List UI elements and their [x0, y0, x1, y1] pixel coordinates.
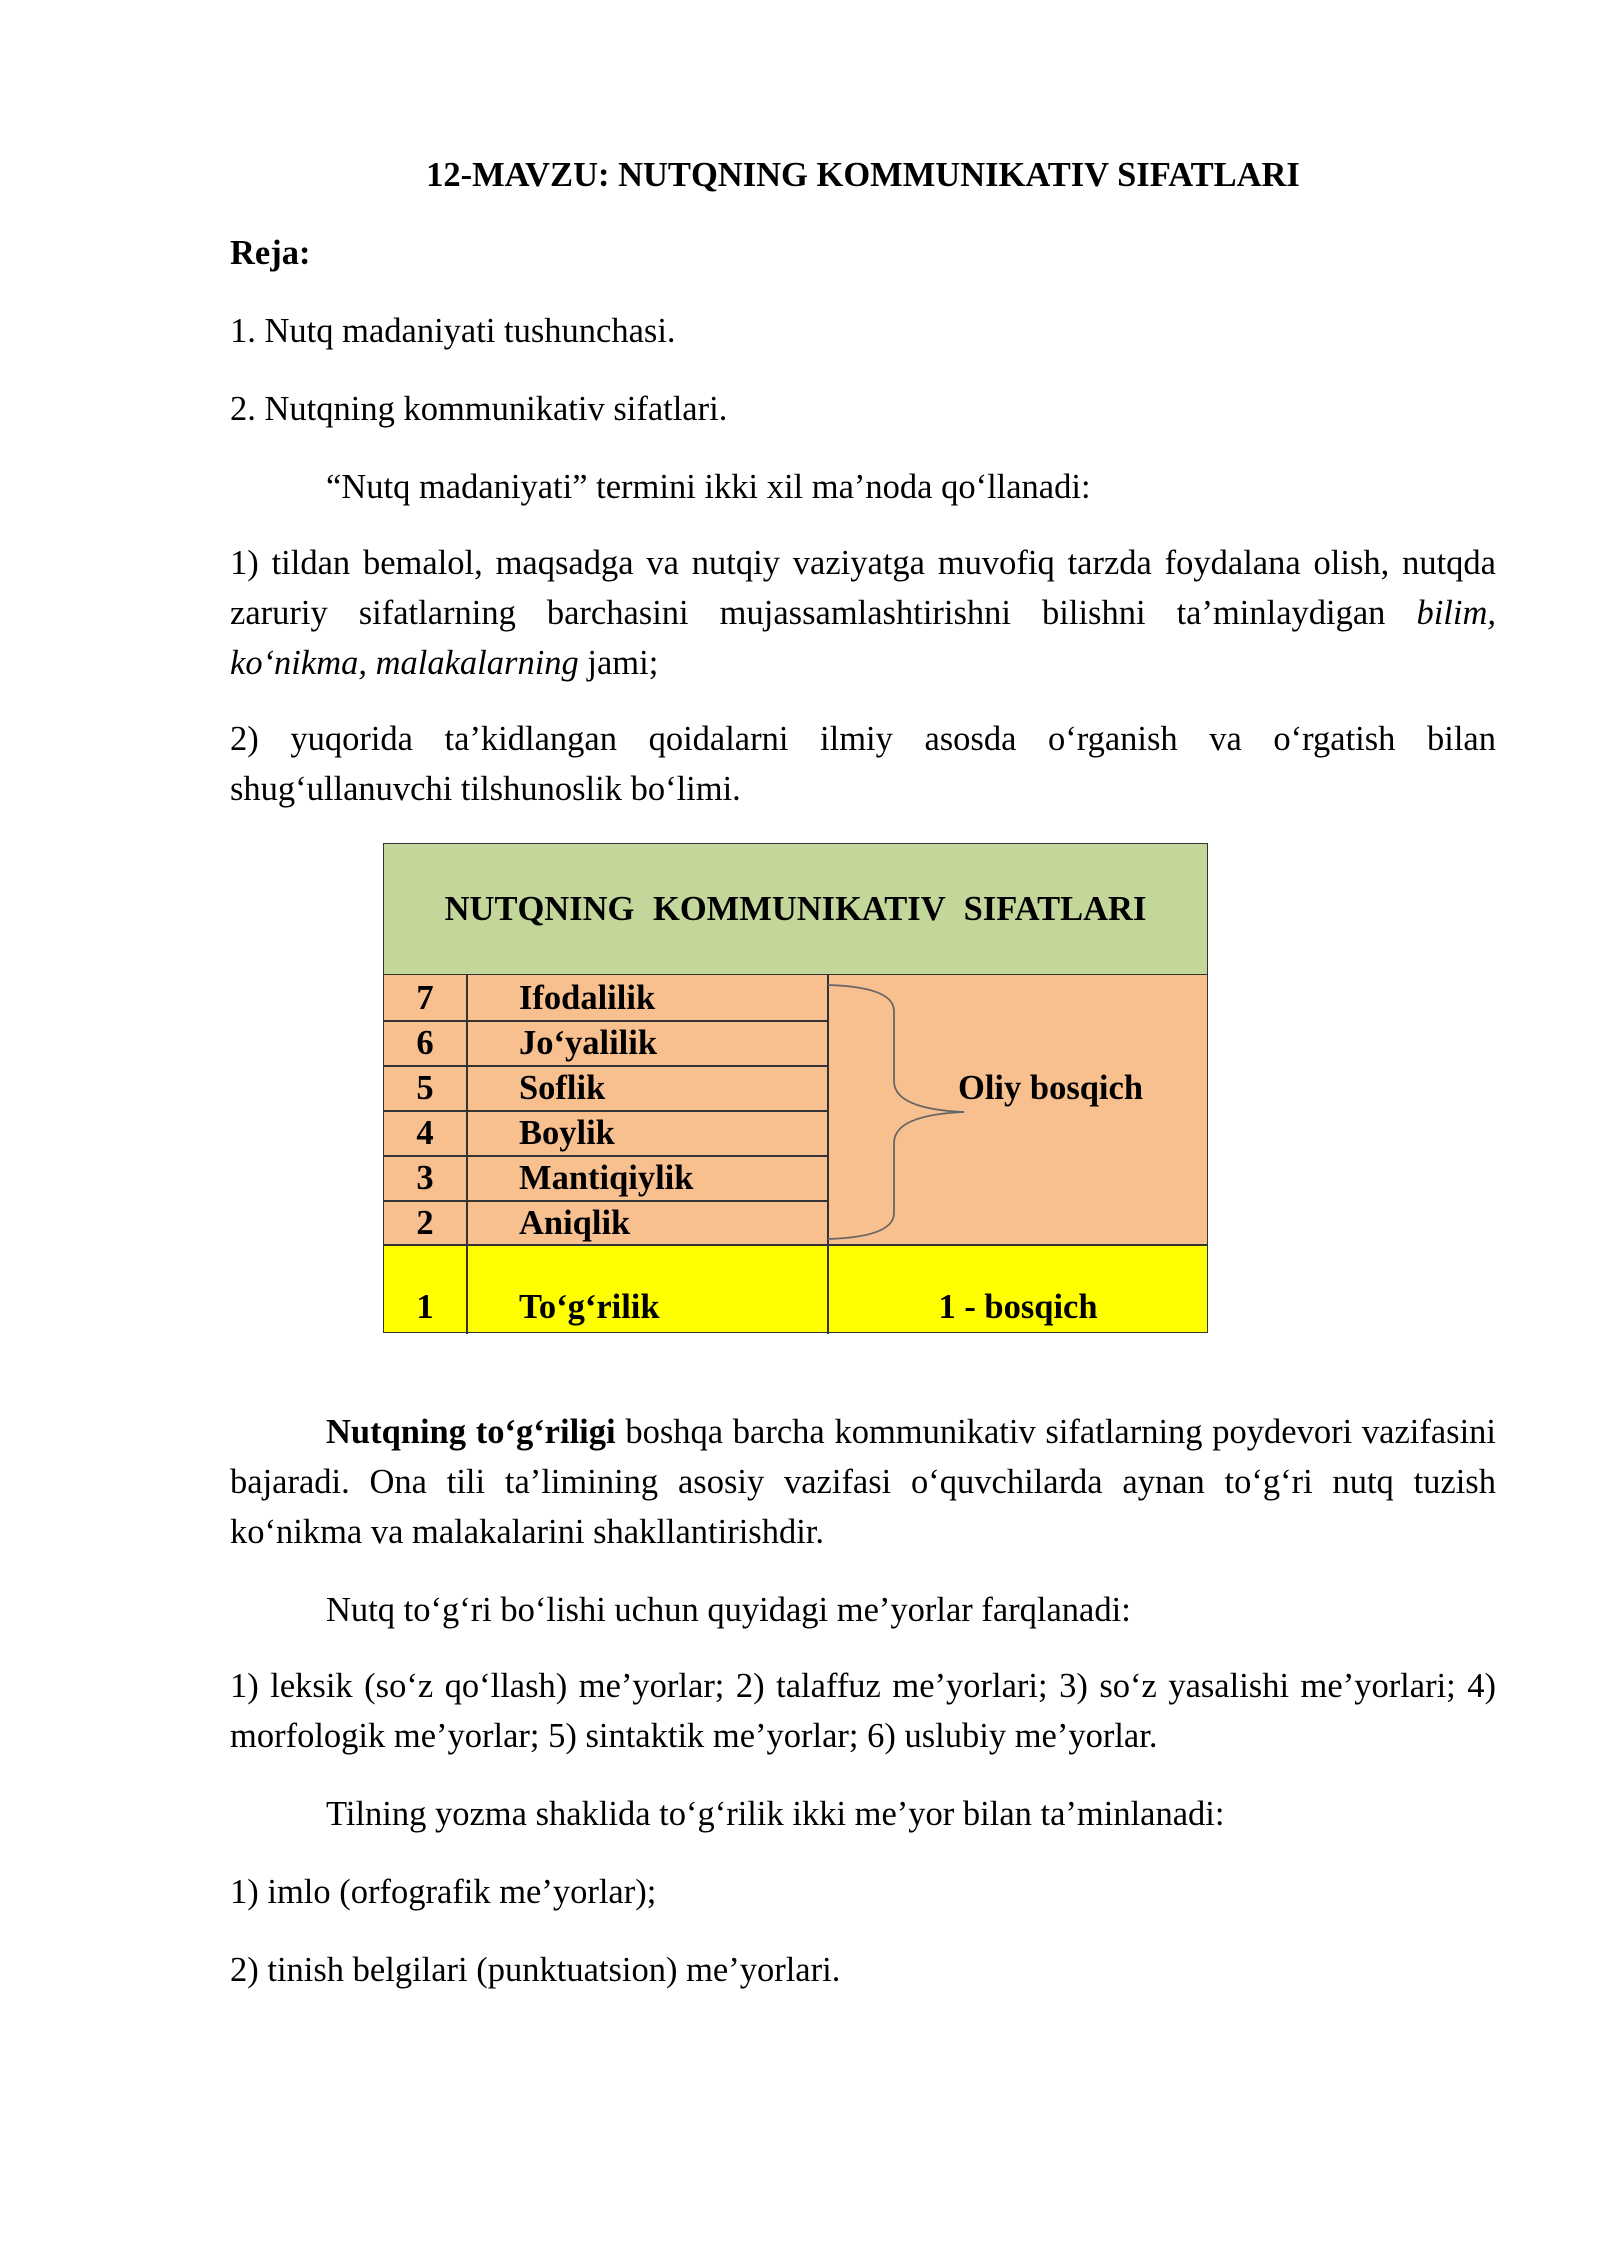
row-number: 7: [416, 979, 434, 1017]
written-form-paragraph: Tilning yozma shaklida to‘g‘rilik ikki me’yor bilan ta’minlanadi:: [326, 1795, 1225, 1833]
table-row: [384, 1200, 827, 1245]
table-row: [384, 1110, 827, 1155]
norms-intro: Nutq to‘g‘ri bo‘lishi uchun quyidagi me’yorlar farqlanadi:: [326, 1591, 1131, 1629]
definition-2: 2) yuqorida ta’kidlangan qoidalarni ilmiy asosda o‘rganish va o‘rgatish bilan shug‘ullanuvchi tilshunoslik bo‘limi.: [230, 720, 1496, 808]
table-header: NUTQNING KOMMUNIKATIV SIFATLARI: [383, 843, 1208, 975]
correctness-text: boshqa barcha kommunikativ sifatlarning poydevori vazifasini bajaradi. Ona tili ta’limining asosiy vazifasi o‘quvchilarda aynan to‘g‘ri nutq tuzish ko‘nikma va malakalarini shakllantirishdir.: [230, 1413, 1496, 1551]
plan-item-2: 2. Nutqning kommunikativ sifatlari.: [230, 390, 728, 428]
row-divider: [384, 1110, 827, 1112]
row-divider: [384, 1200, 827, 1202]
correctness-paragraph: [230, 1407, 1496, 1557]
plan-heading: Reja:: [230, 234, 311, 272]
table-row: [384, 1020, 827, 1065]
row-number: 5: [416, 1069, 434, 1107]
definition-1-text: 1) tildan bemalol, maqsadga va nutqiy vaziyatga muvofiq tarzda foydalana olish, nutqda zaruriy sifatlarning barchasini mujassamlashtirishni bilishni ta’minlaydigan: [230, 544, 1496, 632]
base-row-quality: To‘g‘rilik: [519, 1288, 660, 1326]
row-divider: [384, 1155, 827, 1157]
table-base-section: [383, 1245, 1208, 1333]
upper-level-label: Oliy bosqich: [958, 1069, 1144, 1107]
base-row-number: 1: [416, 1288, 434, 1326]
plan-item-1: 1. Nutq madaniyati tushunchasi.: [230, 312, 676, 350]
row-divider: [384, 1020, 827, 1022]
qualities-table: [383, 843, 1208, 1333]
table-row: [384, 975, 827, 1020]
definition-1-italic: bilim, ko‘nikma, malakalarning: [230, 594, 1496, 682]
column-divider: [466, 1246, 468, 1334]
curly-brace-icon: [824, 981, 974, 1243]
row-number: 2: [416, 1204, 434, 1242]
correctness-term: Nutqning to‘g‘riligi: [326, 1413, 616, 1451]
written-norm-1: 1) imlo (orfografik me’yorlar);: [230, 1873, 657, 1911]
row-quality: Soflik: [519, 1069, 606, 1107]
intro-paragraph: “Nutq madaniyati” termini ikki xil ma’noda qo‘llanadi:: [326, 468, 1091, 506]
base-level-label: 1 - bosqich: [938, 1288, 1098, 1326]
norms-list: 1) leksik (so‘z qo‘llash) me’yorlar; 2) talaffuz me’yorlari; 3) so‘z yasalishi me’yorlari; 4) morfologik me’yorlar; 5) sintaktik me’yorlar; 6) uslubiy me’yorlar.: [230, 1667, 1496, 1755]
row-number: 4: [416, 1114, 434, 1152]
row-quality: Jo‘yalilik: [519, 1024, 658, 1062]
row-number: 6: [416, 1024, 434, 1062]
row-quality: Mantiqiylik: [519, 1159, 694, 1197]
definition-1: [230, 538, 1496, 688]
row-quality: Ifodalilik: [519, 979, 656, 1017]
definition-1-end: jami;: [578, 644, 659, 682]
table-row: [384, 1155, 827, 1200]
table-upper-section: [383, 975, 1208, 1245]
row-quality: Aniqlik: [519, 1204, 631, 1242]
row-number: 3: [416, 1159, 434, 1197]
page-title: 12-MAVZU: NUTQNING KOMMUNIKATIV SIFATLARI: [426, 156, 1300, 194]
table-row: [384, 1065, 827, 1110]
row-quality: Boylik: [519, 1114, 615, 1152]
written-norm-2: 2) tinish belgilari (punktuatsion) me’yorlari.: [230, 1951, 841, 1989]
row-divider: [384, 1065, 827, 1067]
